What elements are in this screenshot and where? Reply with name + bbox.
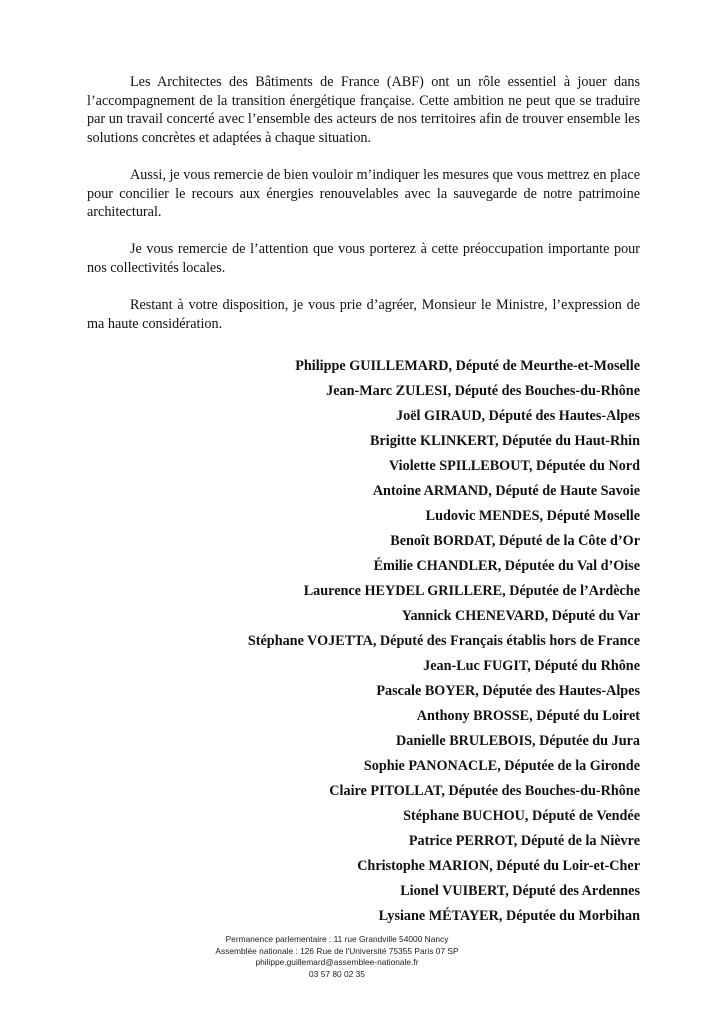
paragraph-closing: Restant à votre disposition, je vous prie d’agréer, Monsieur le Ministre, l’expression de ma haute considération. — [87, 297, 640, 332]
signatory-line: Ludovic MENDES, Député Moselle — [425, 508, 640, 524]
signatory-line: Stéphane VOJETTA, Député des Français établis hors de France — [247, 633, 640, 649]
signatory-line: Joël GIRAUD, Député des Hautes-Alpes — [396, 408, 640, 424]
footer-phone: 03 57 80 02 35 — [309, 968, 365, 979]
signatory-line: Jean-Luc FUGIT, Député du Rhône — [423, 658, 640, 674]
paragraph-abf-role: Les Architectes des Bâtiments de France (ABF) ont un rôle essentiel à jouer dans l’accompagnement de la transition énergétique française. Cette ambition ne peut que se traduire par un travail concerté avec l’ensemble des acteurs de nos territoires afin de trouver ensemble les solutions concrètes et adaptées à chaque situation. — [87, 74, 640, 146]
signatory-line: Antoine ARMAND, Député de Haute Savoie — [372, 483, 640, 499]
signatory-line: Sophie PANONACLE, Députée de la Gironde — [363, 758, 640, 774]
signatory-line: Stéphane BUCHOU, Député de Vendée — [403, 808, 640, 824]
letter-body — [87, 73, 640, 352]
signatory-line: Émilie CHANDLER, Députée du Val d’Oise — [373, 558, 640, 574]
signatory-line: Yannick CHENEVARD, Député du Var — [401, 608, 640, 624]
signatory-line: Claire PITOLLAT, Députée des Bouches-du-Rhône — [329, 783, 640, 799]
paragraph-thanks: Je vous remercie de l’attention que vous porterez à cette préoccupation importante pour nos collectivités locales. — [87, 241, 640, 276]
signatory-line: Anthony BROSSE, Député du Loiret — [416, 708, 640, 724]
signatory-line: Lysiane MÉTAYER, Députée du Morbihan — [378, 908, 640, 924]
footer-assembly-address: Assemblée nationale : 126 Rue de l'Université 75355 Paris 07 SP — [215, 945, 459, 956]
signatory-list — [80, 354, 640, 929]
footer-email: philippe.guillemard@assemblee-nationale.fr — [255, 957, 419, 968]
signatory-line: Brigitte KLINKERT, Députée du Haut-Rhin — [370, 433, 640, 449]
signatory-line: Lionel VUIBERT, Député des Ardennes — [400, 883, 640, 899]
letterhead-footer — [187, 934, 487, 980]
signatory-line: Philippe GUILLEMARD, Député de Meurthe-et-Moselle — [295, 358, 640, 374]
signatory-line: Jean-Marc ZULESI, Député des Bouches-du-Rhône — [326, 383, 640, 399]
signatory-line: Laurence HEYDEL GRILLERE, Députée de l’Ardèche — [303, 583, 640, 599]
signatory-line: Pascale BOYER, Députée des Hautes-Alpes — [376, 683, 640, 699]
signatory-line: Danielle BRULEBOIS, Députée du Jura — [396, 733, 640, 749]
signatory-line: Patrice PERROT, Député de la Nièvre — [408, 833, 640, 849]
signatory-line: Christophe MARION, Député du Loir-et-Cher — [357, 858, 640, 874]
signatory-line: Violette SPILLEBOUT, Députée du Nord — [388, 458, 640, 474]
footer-permanence-address: Permanence parlementaire : 11 rue Grandville 54000 Nancy — [225, 934, 449, 944]
signatory-line: Benoît BORDAT, Député de la Côte d’Or — [390, 533, 640, 549]
paragraph-request: Aussi, je vous remercie de bien vouloir m’indiquer les mesures que vous mettrez en place pour concilier le recours aux énergies renouvelables avec la sauvegarde de notre patrimoine architectural. — [87, 166, 640, 221]
